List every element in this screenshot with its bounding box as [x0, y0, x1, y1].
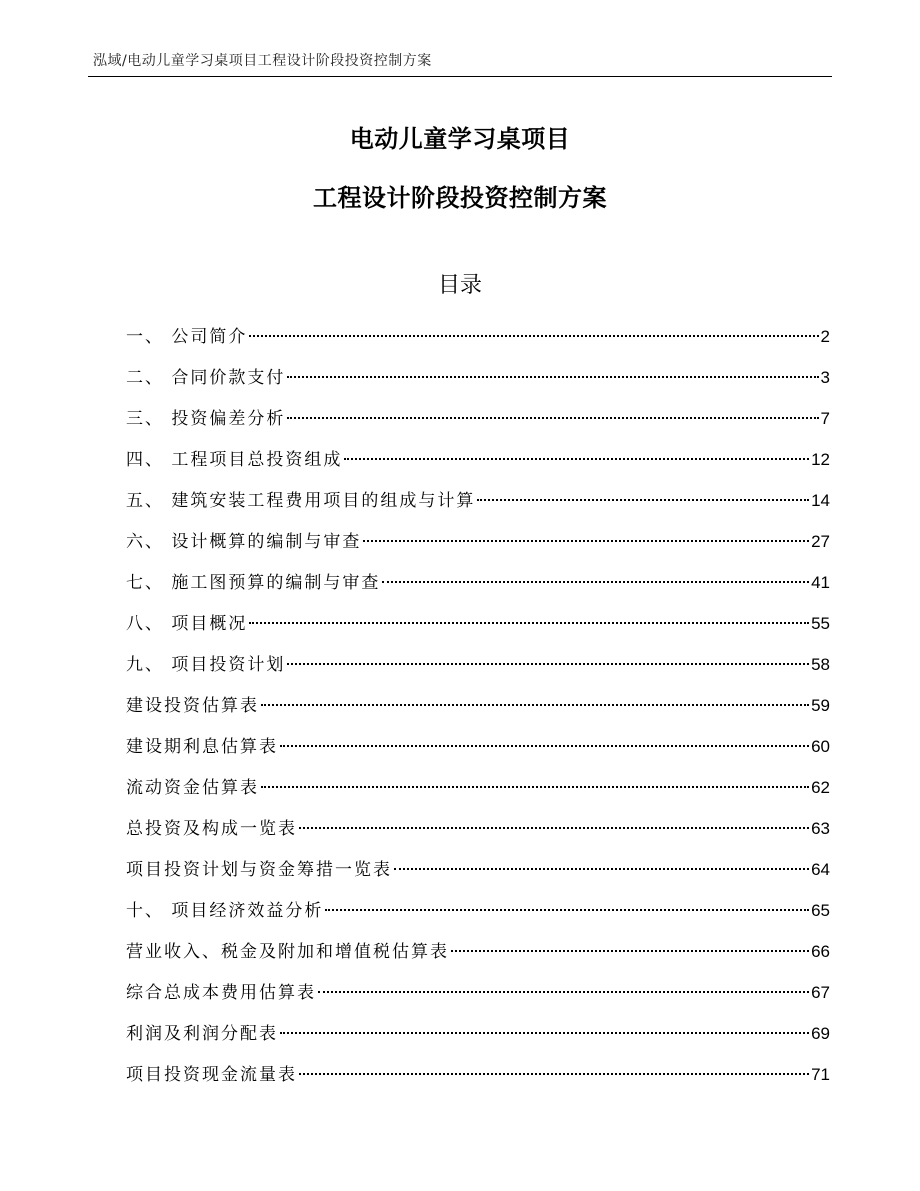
toc-entry-label: 建设投资估算表	[126, 696, 259, 716]
toc-entry[interactable]	[126, 773, 830, 814]
toc-entry-page: 67	[811, 983, 830, 1002]
toc-entry[interactable]	[126, 732, 830, 773]
toc-entry-label: 一、 公司简介	[126, 327, 248, 347]
toc-entry-page: 62	[811, 778, 830, 797]
toc-entry-page: 14	[811, 491, 830, 510]
toc-entry-label: 营业收入、税金及附加和增值税估算表	[126, 942, 449, 962]
toc-dot-leader	[287, 663, 809, 665]
toc-entry[interactable]	[126, 486, 830, 527]
toc-dot-leader	[318, 991, 809, 993]
toc-entry[interactable]	[126, 855, 830, 896]
toc-dot-leader	[249, 622, 809, 624]
toc-entry[interactable]	[126, 978, 830, 1019]
toc-entry-page: 27	[811, 532, 830, 551]
toc-entry-label: 二、 合同价款支付	[126, 368, 286, 388]
toc-dot-leader	[299, 1073, 809, 1075]
header-rule	[88, 76, 832, 77]
toc-entry-label: 项目投资计划与资金筹措一览表	[126, 860, 392, 880]
toc-entry[interactable]	[126, 1019, 830, 1060]
toc-entry-page: 12	[811, 450, 830, 469]
toc-dot-leader	[261, 786, 809, 788]
toc-entry-label: 项目投资现金流量表	[126, 1065, 297, 1085]
toc-dot-leader	[287, 376, 818, 378]
toc-entry-label: 四、 工程项目总投资组成	[126, 450, 343, 470]
table-of-contents	[126, 322, 830, 1101]
toc-entry-page: 7	[820, 409, 830, 428]
toc-entry-page: 65	[811, 901, 830, 920]
toc-entry[interactable]	[126, 568, 830, 609]
toc-entry[interactable]	[126, 363, 830, 404]
toc-entry-page: 59	[811, 696, 830, 715]
toc-dot-leader	[280, 1032, 809, 1034]
toc-entry-page: 71	[811, 1065, 830, 1084]
toc-dot-leader	[249, 335, 818, 337]
toc-entry-label: 三、 投资偏差分析	[126, 409, 286, 429]
toc-entry-label: 利润及利润分配表	[126, 1024, 278, 1044]
toc-dot-leader	[477, 499, 809, 501]
toc-entry[interactable]	[126, 650, 830, 691]
toc-dot-leader	[363, 540, 809, 542]
toc-entry-label: 建设期利息估算表	[126, 737, 278, 757]
toc-entry-page: 55	[811, 614, 830, 633]
toc-entry-page: 60	[811, 737, 830, 756]
toc-entry-page: 41	[811, 573, 830, 592]
toc-entry-label: 七、 施工图预算的编制与审查	[126, 573, 381, 593]
toc-dot-leader	[325, 909, 809, 911]
toc-entry[interactable]	[126, 814, 830, 855]
toc-entry-page: 3	[820, 368, 830, 387]
toc-entry-label: 综合总成本费用估算表	[126, 983, 316, 1003]
toc-dot-leader	[261, 704, 809, 706]
toc-entry[interactable]	[126, 609, 830, 650]
toc-dot-leader	[287, 417, 818, 419]
document-title-line-2: 工程设计阶段投资控制方案	[313, 184, 607, 212]
toc-entry[interactable]	[126, 404, 830, 445]
toc-entry-page: 58	[811, 655, 830, 674]
toc-entry-label: 十、 项目经济效益分析	[126, 901, 324, 921]
toc-entry-label: 流动资金估算表	[126, 778, 259, 798]
toc-entry[interactable]	[126, 691, 830, 732]
running-header: 泓域/电动儿童学习桌项目工程设计阶段投资控制方案	[93, 53, 432, 69]
toc-dot-leader	[394, 868, 809, 870]
toc-dot-leader	[299, 827, 809, 829]
toc-dot-leader	[382, 581, 809, 583]
toc-entry-label: 八、 项目概况	[126, 614, 248, 634]
toc-entry[interactable]	[126, 322, 830, 363]
toc-entry-label: 五、 建筑安装工程费用项目的组成与计算	[126, 491, 476, 511]
toc-entry[interactable]	[126, 937, 830, 978]
toc-entry-page: 2	[820, 327, 830, 346]
toc-entry-page: 63	[811, 819, 830, 838]
toc-entry-label: 总投资及构成一览表	[126, 819, 297, 839]
toc-entry-label: 六、 设计概算的编制与审查	[126, 532, 362, 552]
toc-entry[interactable]	[126, 896, 830, 937]
toc-entry[interactable]	[126, 527, 830, 568]
toc-dot-leader	[280, 745, 809, 747]
toc-entry-page: 64	[811, 860, 830, 879]
toc-entry-page: 66	[811, 942, 830, 961]
toc-dot-leader	[344, 458, 809, 460]
toc-dot-leader	[451, 950, 809, 952]
toc-entry-label: 九、 项目投资计划	[126, 655, 286, 675]
toc-entry[interactable]	[126, 445, 830, 486]
toc-heading: 目录	[437, 273, 482, 298]
document-title-line-1: 电动儿童学习桌项目	[349, 125, 571, 153]
toc-entry[interactable]	[126, 1060, 830, 1101]
toc-entry-page: 69	[811, 1024, 830, 1043]
